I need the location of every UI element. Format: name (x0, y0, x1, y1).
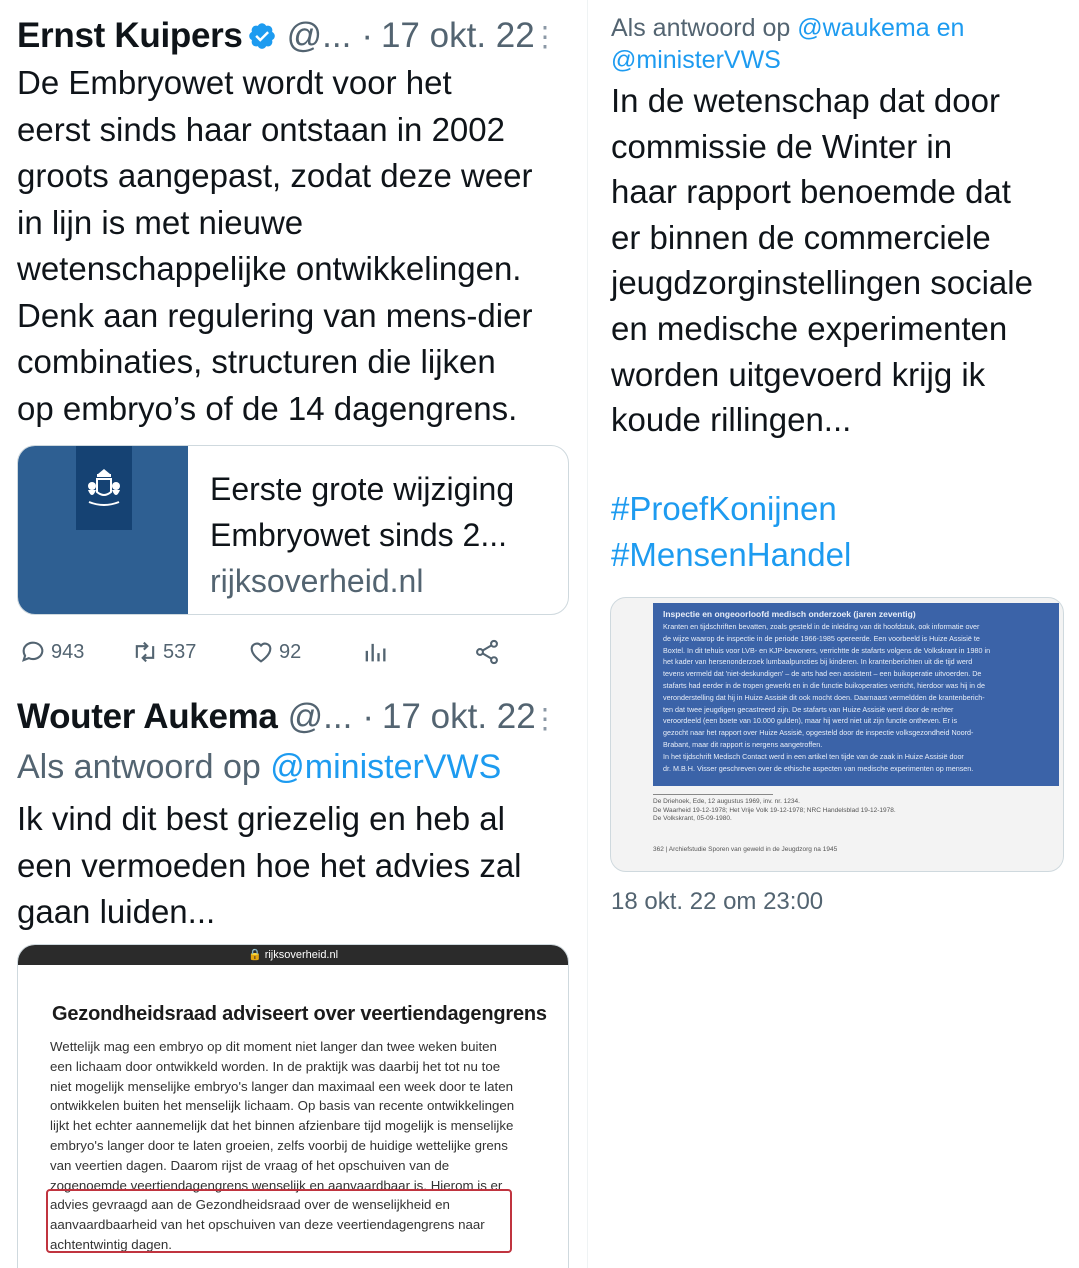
reply-join: en (936, 14, 965, 42)
hashtag-mensenhandel[interactable]: #MensenHandel (611, 536, 852, 573)
link-card[interactable] (17, 445, 569, 615)
author-handle[interactable]: @... (287, 697, 353, 736)
heart-icon (247, 638, 275, 666)
author-name[interactable]: Ernst Kuipers (17, 16, 243, 55)
card-title: Eerste grote wijziging Embryowet sinds 2... (210, 471, 515, 553)
reply-context (611, 12, 1071, 76)
reply-mention[interactable]: @ministerVWS (270, 748, 502, 786)
document-page-footer: 362 | Archiefstudie Sporen van geweld in de Jeugdzorg na 1945 (653, 846, 838, 853)
reply-prefix: Als antwoord op (17, 748, 261, 786)
verified-badge-icon (247, 21, 277, 51)
reply-mention-2[interactable]: @ministerVWS (611, 46, 781, 74)
reply-button[interactable] (19, 638, 84, 666)
browser-url-bar: 🔒 rijksoverheid.nl (18, 945, 568, 965)
tweet-text: De Embryowet wordt voor het eerst sinds haar ontstaan in 2002 groots aangepast, zodat deze weer in lijn is met nieuwe wetenschappelijke ontwikkelingen. Denk aan regulering van mens-dier combinaties, structuren die lijken op embryo’s of de 14 dagengrens. (17, 64, 533, 427)
views-button[interactable] (361, 638, 393, 666)
attached-screenshot[interactable] (17, 944, 569, 1268)
hashtag-proefkonijnen[interactable]: #ProefKonijnen (611, 490, 837, 527)
document-highlight-box (653, 603, 1059, 786)
hashtags (611, 486, 851, 578)
share-button[interactable] (473, 638, 505, 666)
author-handle[interactable]: @... (286, 16, 352, 55)
tweet-text: In de wetenschap dat door commissie de Winter in haar rapport benoemde dat er binnen de commerciele jeugdzorginstellingen sociale en medische experimenten worden uitgevoerd krijg ik koude rillingen... (611, 82, 1033, 439)
document-title: Inspectie en ongeoorloofd medisch onderzoek (jaren zeventig) (663, 609, 916, 619)
reply-icon (19, 638, 47, 666)
author-name[interactable]: Wouter Aukema (17, 697, 278, 736)
more-options-icon[interactable]: ⋮ (531, 703, 557, 734)
reply-context (17, 748, 501, 787)
retweet-count: 537 (163, 640, 197, 663)
card-thumbnail (18, 446, 188, 615)
tweet-text: Ik vind dit best griezelig en heb al een vermoeden hoe het advies zal gaan luiden... (17, 800, 522, 930)
retweet-button[interactable] (131, 638, 196, 666)
views-chart-icon (361, 638, 389, 666)
share-icon (473, 638, 501, 666)
tweet-header (17, 697, 536, 737)
article-body: Wettelijk mag een embryo op dit moment niet langer dan twee weken buiten een lichaam door ontwikkeld worden. In de praktijk was daarbij het tot nu toe niet mogelijk menselijke embryo's langer dan maximaal een week door te laten ontwikkelen buiten het menselijk lichaam. Op basis van recente ontwikkelingen lijkt het echter aannemelijk dat het binnen afzienbare tijd mogelijk is menselijke embryo's langer door te laten groeien, zelfs voorbij de huidige wettelijke grens van veertien dagen. Daarom rijst de vraag of het opschuiven van de zogenoemde veertiendagengrens wenselijk en aanvaardbaar is. Hierom is er advies gevraagd aan de Gezondheidsraad over de wenselijkheid en aanvaardbaarheid van het opschuiven van deze veertiendagengrens naar achtentwintig dagen. (50, 1039, 515, 1252)
tweet-date[interactable]: 17 okt. 22 (381, 697, 536, 736)
attached-document-image[interactable] (610, 597, 1064, 872)
tweet-date[interactable]: 17 okt. 22 (380, 16, 535, 55)
reply-count: 943 (51, 640, 85, 663)
retweet-icon (131, 638, 159, 666)
highlight-annotation (46, 1189, 512, 1253)
document-body: Kranten en tijdschriften bevatten, zoals gesteld in de inleiding van dit hoofdstuk, ook informatie over de wijze waarop de inspectie in de periode 1966-1985 opereerde. Een voorbeeld is Huize Assisië te Boxtel. In dit tehuis voor LVB- en KJP-bewoners, verrichtte de stafarts volgens de Volkskrant in 1980 in het kader van hersenonderzoek lumbaalpuncties bij kinderen. In krantenberichten uit die tijd werd tevens vermeld dat 'niet-deskundigen' – de arts had een assistent – een buikoperatie uitvoerden. De stafarts had eerder in de tropen gewerkt en in die functie buikoperaties verricht, hierdoor was hij in de veronderstelling dat hij in Huize Assisië dit ook mocht doen. Daarnaast vermeldden de krantenberich- ten dat twee jeugdigen gecastreerd zijn. De stafarts van Huize Assisië werd door de rechter veroordeeld (een boete van 10.000 gulden), maar hij werd niet uit zijn functie ontheven. Er is gezocht naar het rapport over Huize Assisië, opgesteld door de inspectie volksgezondheid Noord- Brabant, maar dit rapport is nergens aangetroffen. In het tijdschrift Medisch Contact werd in een artikel ten tijde van de zaak in Huize Assisië door dr. M.B.H. Visser geschreven over de ethische aspecten van medische experimenten op mensen. (663, 622, 991, 773)
separator-dot: · (361, 16, 373, 55)
document-footnotes: De Driehoek, Ede, 12 augustus 1969, inv. nr. 1234. De Waarheid 19-12-1978; Het Vrije Volk 19-12-1978; NRC Handelsblad 19-12-1978. De Volkskrant, 05-09-1980. (653, 798, 896, 822)
tweet-header (17, 16, 535, 56)
tweet-actions (17, 630, 577, 670)
more-options-icon[interactable]: ⋮ (531, 21, 557, 52)
like-button[interactable] (247, 638, 301, 666)
tweet-timestamp[interactable]: 18 okt. 22 om 23:00 (611, 888, 824, 915)
reply-mention-1[interactable]: @waukema (797, 14, 930, 42)
article-heading: Gezondheidsraad adviseert over veertiendagengrens (52, 1003, 547, 1025)
rijksoverheid-logo-icon (76, 446, 132, 530)
reply-prefix: Als antwoord op (611, 14, 791, 42)
footnote-divider (653, 794, 773, 795)
right-column (592, 0, 1079, 1268)
card-domain: rijksoverheid.nl (210, 563, 424, 599)
like-count: 92 (279, 640, 302, 663)
separator-dot: · (362, 697, 374, 736)
